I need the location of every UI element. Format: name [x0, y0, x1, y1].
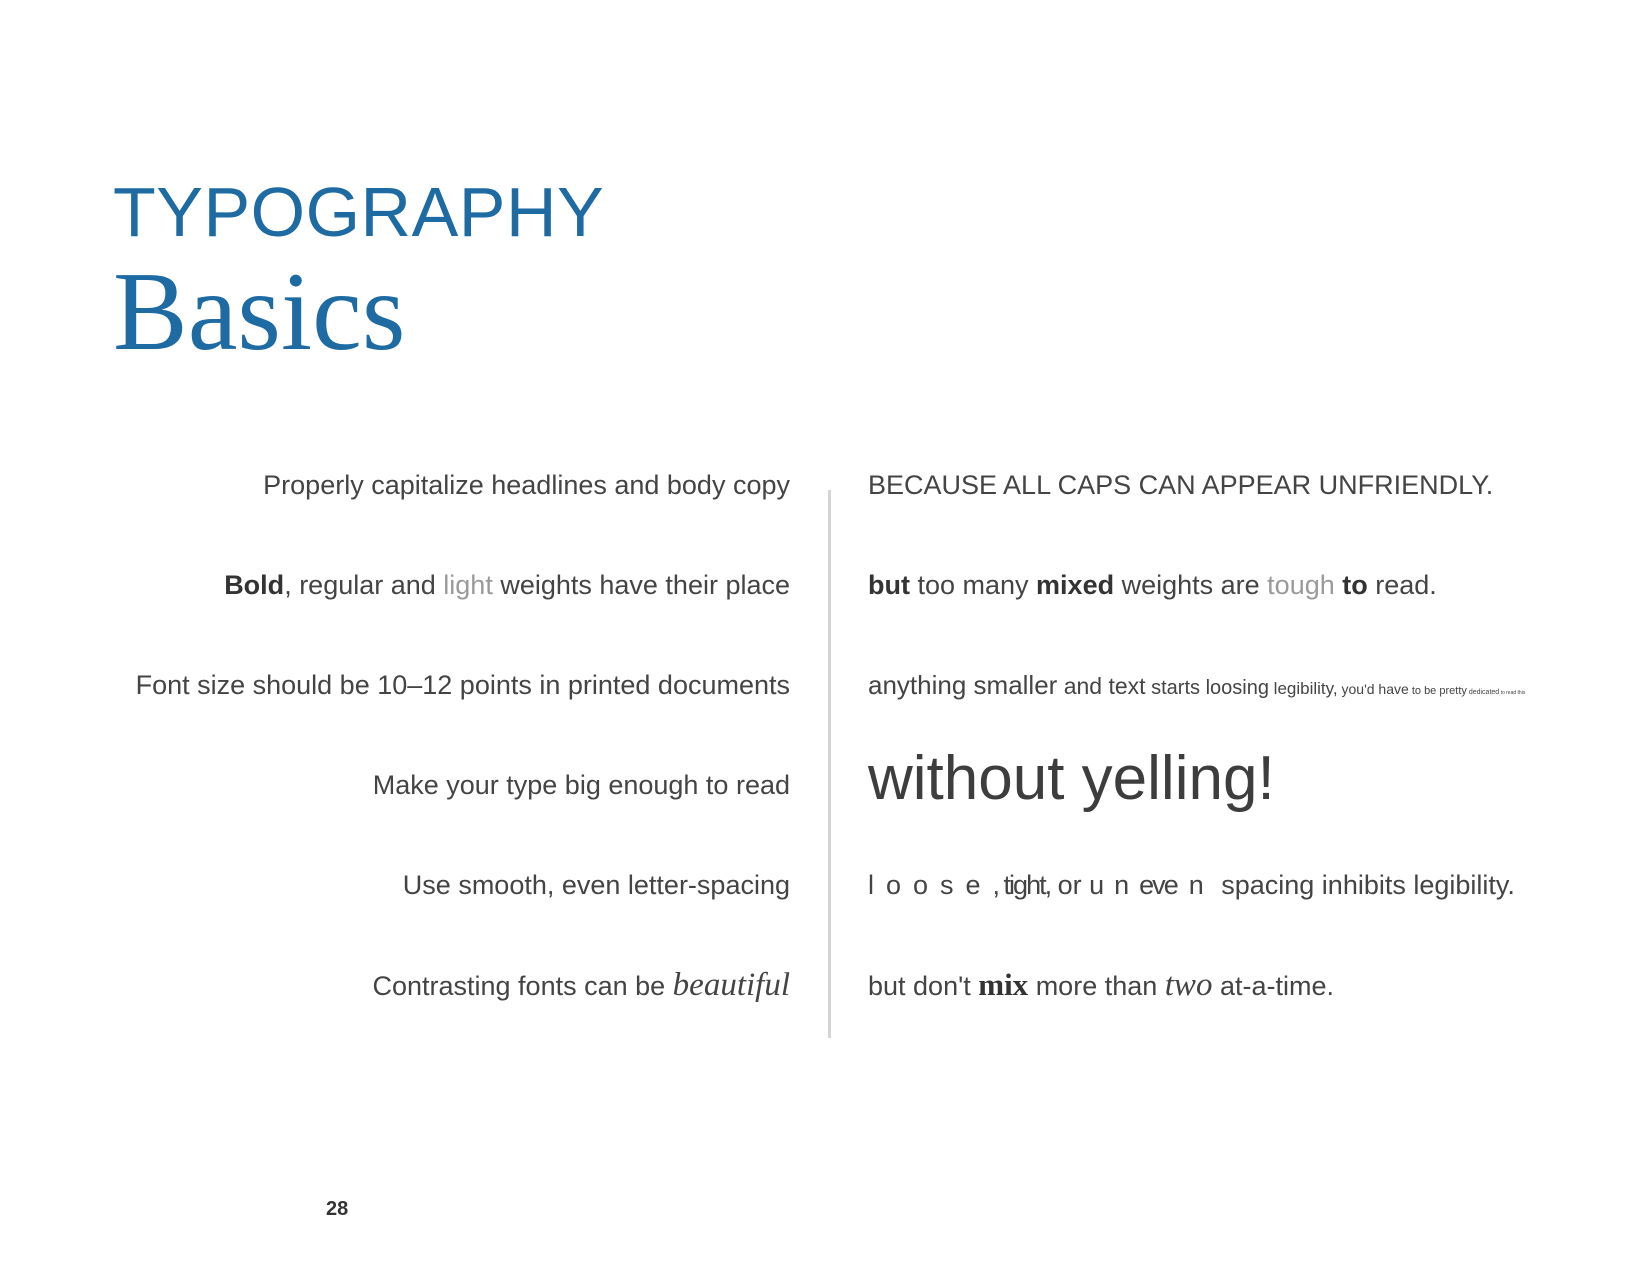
text-weights-are: weights are [1114, 570, 1268, 600]
rule-weights [224, 535, 790, 635]
note-mixed-weights [868, 535, 1437, 635]
word-mix: mix [978, 967, 1029, 1002]
shrink-1: anything [868, 670, 967, 700]
shrink-6: legibility, [1268, 679, 1338, 698]
rule-font-size: Font size should be 10–12 points in printed documents [135, 670, 790, 700]
rule-row-weights [0, 535, 1650, 635]
text-spacing-inhibits: spacing inhibits legibility. [1213, 870, 1515, 900]
text-contrasting: Contrasting fonts can be [372, 971, 673, 1001]
shrink-2: smaller [966, 670, 1058, 700]
word-uneven-1: un [1089, 870, 1140, 900]
word-tough: tough [1267, 570, 1335, 600]
word-beautiful: beautiful [672, 967, 790, 1003]
shrink-10: to read [1499, 690, 1517, 696]
rule-row-capitalization [0, 435, 1650, 535]
page-number: 28 [326, 1198, 349, 1220]
shrink-7: you'd have [1337, 681, 1409, 697]
word-light: light [443, 570, 493, 600]
rule-contrasting-fonts [372, 935, 790, 1035]
rule-capitalization: Properly capitalize headlines and body copy [263, 470, 790, 500]
shrink-4: starts [1145, 677, 1201, 699]
note-all-caps: BECAUSE ALL CAPS CAN APPEAR UNFRIENDLY. [868, 470, 1494, 500]
word-but: but [868, 570, 910, 600]
text-read: read. [1367, 570, 1437, 600]
shrink-11: this [1516, 690, 1526, 696]
note-shrinking-text [868, 635, 1525, 735]
word-loose: loose [868, 870, 993, 900]
word-uneven-2: ev [1139, 870, 1164, 900]
note-without-yelling: without yelling! [868, 744, 1275, 813]
text-but-dont: but don't [868, 971, 979, 1001]
word-uneven-3: en [1163, 870, 1214, 900]
note-spacing [868, 835, 1515, 935]
text-too-many: too many [909, 570, 1037, 600]
word-two: two [1164, 967, 1213, 1003]
word-or: or [1050, 870, 1090, 900]
shrink-5: loosing [1200, 677, 1269, 699]
rule-row-font-size [0, 635, 1650, 735]
word-tight: , tight, [992, 870, 1051, 900]
shrink-8: to be pretty [1408, 685, 1467, 697]
title-typography: TYPOGRAPHY [113, 173, 605, 251]
shrink-9: dedicated [1466, 689, 1500, 696]
rule-big-type: Make your type big enough to read [372, 770, 790, 800]
word-to: to [1342, 570, 1368, 600]
note-mix-fonts [868, 935, 1334, 1035]
text-at-a-time: at-a-time. [1212, 971, 1334, 1001]
text-more-than: more than [1028, 971, 1165, 1001]
word-bold: Bold [224, 570, 285, 600]
text-weights-place: weights have their place [492, 570, 790, 600]
rule-row-letter-spacing [0, 835, 1650, 935]
title-basics: Basics [113, 250, 406, 374]
rule-row-contrasting-fonts [0, 935, 1650, 1035]
text-regular: , regular and [284, 570, 444, 600]
shrink-3: and text [1057, 673, 1146, 699]
rule-letter-spacing: Use smooth, even letter-spacing [402, 870, 790, 900]
rule-row-big-type [0, 735, 1650, 835]
word-mixed: mixed [1036, 570, 1115, 600]
